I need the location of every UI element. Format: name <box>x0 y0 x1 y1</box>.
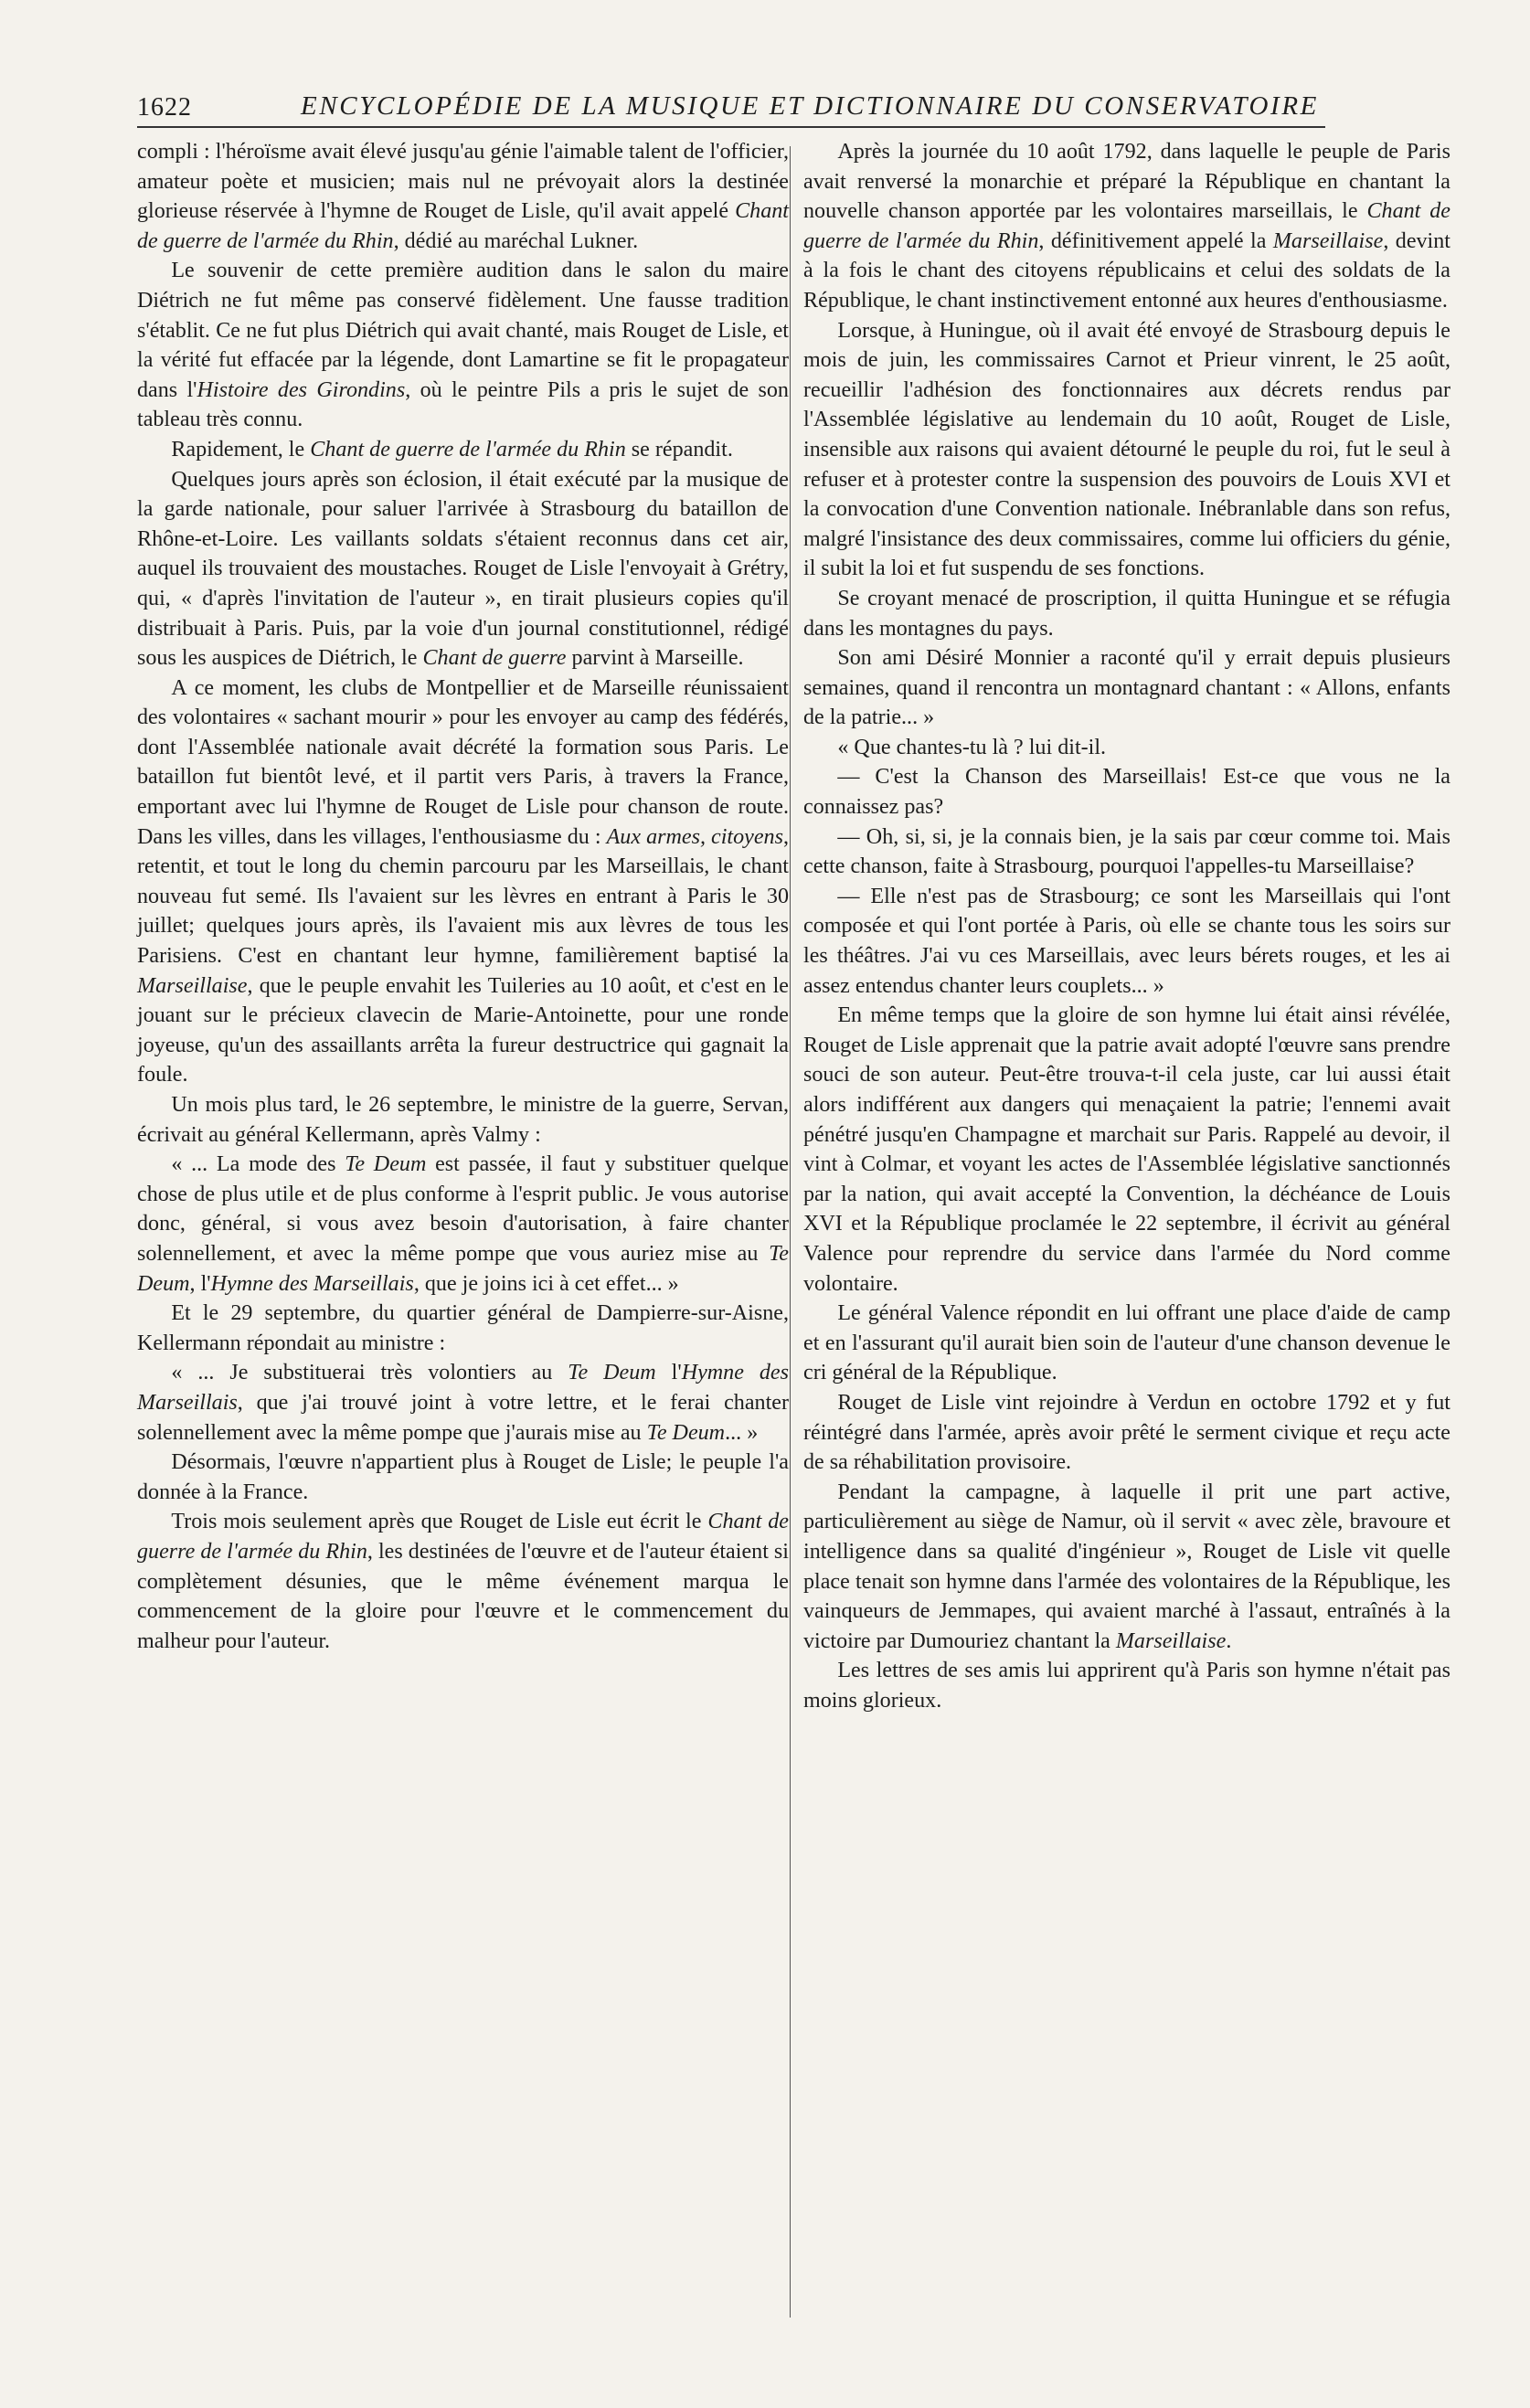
paragraph <box>803 316 1450 584</box>
paragraph-text: , les destinées de l'œuvre et de l'auteur étaient si complètement désunies, que le même événement marqua le commencement de la gloire pour l'œuvre et le commencement du malheur pour l'auteur. <box>137 1539 789 1653</box>
paragraph-text: Le souvenir de cette première audition dans le salon du maire Diétrich ne fut même pas conservé fidèlement. Une fausse tradition s'établit. Ce ne fut plus Diétrich qui avait chanté, mais Rouget de Lisle, et la vérité fut effacée par la légende, dont Lamartine se fit le propagateur dans l' <box>137 259 789 402</box>
paragraph-text: ... » <box>725 1420 759 1445</box>
italic-title: Chant de guerre <box>422 646 567 671</box>
paragraph <box>803 822 1450 882</box>
paragraph-text: Le général Valence répondit en lui offrant une place d'aide de camp et en l'assurant qu'il aurait bien soin de l'auteur d'une chanson devenue le cri général de la République. <box>803 1301 1450 1385</box>
right-text-column <box>803 137 1450 1715</box>
left-text-column <box>137 137 789 1656</box>
paragraph <box>803 762 1450 822</box>
paragraph <box>137 1299 789 1358</box>
paragraph-text: « ... La mode des <box>171 1152 345 1177</box>
paragraph <box>137 137 789 256</box>
italic-title: Marseillaise <box>1115 1628 1227 1653</box>
paragraph <box>803 882 1450 1001</box>
paragraph <box>137 465 789 674</box>
paragraph-text: Pendant la campagne, à laquelle il prit une part active, particulièrement au siège de Namur, où il servit « avec zèle, bravoure et intelligence dans sa qualité d'ingénieur », Rouget de Lisle vit quelle place tenait son hymne dans l'armée des volontaires de la République, les vainqueurs de Jemmapes, qui avaient marché à l'assaut, entraînés à la victoire par Dumouriez chantant la <box>803 1480 1450 1653</box>
paragraph-text: Trois mois seulement après que Rouget de Lisle eut écrit le <box>171 1510 708 1534</box>
italic-title: Chant de guerre de l'armée du Rhin <box>310 437 626 461</box>
paragraph <box>803 733 1450 763</box>
running-title: ENCYCLOPÉDIE DE LA MUSIQUE ET DICTIONNAIRE DU CONSERVATOIRE <box>301 91 1319 121</box>
paragraph-text: Son ami Désiré Monnier a raconté qu'il y errait depuis plusieurs semaines, quand il rencontra un montagnard chantant : « Allons, enfants de la patrie... » <box>803 646 1450 730</box>
paragraph-text: Rapidement, le <box>171 437 311 461</box>
paragraph <box>137 1507 789 1656</box>
paragraph-text: , où le peintre Pils a pris le sujet de son tableau très connu. <box>137 377 789 432</box>
paragraph <box>803 137 1450 316</box>
paragraph-text: , l' <box>189 1271 211 1296</box>
paragraph <box>137 1448 789 1507</box>
paragraph <box>137 1358 789 1448</box>
italic-title: Chant de guerre de l'armée du Rhin <box>137 199 789 253</box>
paragraph <box>137 674 789 1090</box>
paragraph-text: Se croyant menacé de proscription, il quitta Huningue et se réfugia dans les montagnes du pays. <box>803 586 1450 641</box>
italic-title: Aux armes, citoyens <box>606 824 783 849</box>
paragraph-text: se répandit. <box>625 437 733 461</box>
italic-title: Hymne des Marseillais <box>210 1271 414 1296</box>
paragraph-text: Et le 29 septembre, du quartier général de Dampierre-sur-Aisne, Kellermann répondait au ministre : <box>137 1301 789 1355</box>
italic-title: Chant de guerre de l'armée du Rhin <box>137 1510 789 1564</box>
paragraph-text: . <box>1226 1628 1232 1653</box>
italic-title: Histoire des Girondins <box>197 377 406 402</box>
page-header <box>137 90 1325 128</box>
paragraph-text: Désormais, l'œuvre n'appartient plus à Rouget de Lisle; le peuple l'a donnée à la France. <box>137 1450 789 1504</box>
paragraph <box>803 643 1450 733</box>
paragraph-text: , que j'ai trouvé joint à votre lettre, et le ferai chanter solennellement avec la même pompe que j'aurais mise au <box>137 1390 789 1445</box>
paragraph-text: l' <box>655 1361 682 1385</box>
paragraph <box>803 1001 1450 1299</box>
paragraph-text: Après la journée du 10 août 1792, dans laquelle le peuple de Paris avait renversé la monarchie et préparé la République en chantant la nouvelle chanson apportée par les volontaires marseillais, le <box>803 140 1450 224</box>
column-divider <box>790 146 791 2318</box>
paragraph <box>137 435 789 465</box>
paragraph-text: A ce moment, les clubs de Montpellier et de Marseille réunissaient des volontaires « sachant mourir » pour les envoyer au camp des fédérés, dont l'Assemblée nationale avait décrété la formation sous Paris. Le bataillon fut bientôt levé, et il partit vers Paris, à travers la France, emportant avec lui l'hymne de Rouget de Lisle pour chanson de route. Dans les villes, dans les villages, l'enthousiasme du : <box>137 675 789 849</box>
paragraph <box>137 256 789 435</box>
page-number: 1622 <box>137 93 192 122</box>
paragraph <box>803 1478 1450 1657</box>
paragraph <box>137 1090 789 1150</box>
paragraph-text: , retentit, et tout le long du chemin parcouru par les Marseillais, le chant nouveau fut semé. Ils l'avaient sur les lèvres en entrant à Paris le 30 juillet; quelques jours après, ils l'avaient mis aux lèvres de tous les Parisiens. C'est en chantant leur hymne, familièrement baptisé la <box>137 824 789 969</box>
paragraph-text: , que le peuple envahit les Tuileries au 10 août, et c'est en le jouant sur le précieux clavecin de Marie-Antoinette, pour une ronde joyeuse, qu'un des assaillants arrêta la fureur destructrice qui gagnait la foule. <box>137 973 789 1087</box>
paragraph-text: Les lettres de ses amis lui apprirent qu'à Paris son hymne n'était pas moins glorieux. <box>803 1659 1450 1713</box>
italic-title: Marseillaise <box>137 973 248 998</box>
paragraph-text: — Oh, si, si, je la connais bien, je la sais par cœur comme toi. Mais cette chanson, faite à Strasbourg, pourquoi l'appelles-tu Marseillaise? <box>803 824 1450 879</box>
paragraph-text: — Elle n'est pas de Strasbourg; ce sont les Marseillais qui l'ont composée et qui l'ont portée à Paris, où elle se chante tous les soirs sur les théâtres. J'ai vu ces Marseillais, avec leurs bérets rouges, et les ai assez entendus chanter leurs couplets... » <box>803 884 1450 998</box>
paragraph-text: « ... Je substituerai très volontiers au <box>171 1361 568 1385</box>
italic-title: Chant de guerre de l'armée du Rhin <box>803 199 1451 253</box>
paragraph-text: , définitivement appelé la <box>1038 228 1273 253</box>
paragraph-text: — C'est la Chanson des Marseillais! Est-ce que vous ne la connaissez pas? <box>803 765 1450 820</box>
italic-title: Te Deum <box>568 1361 656 1385</box>
paragraph-text: compli : l'héroïsme avait élevé jusqu'au génie l'aimable talent de l'officier, amateur poète et musicien; mais nul ne prévoyait alors la destinée glorieuse réservée à l'hymne de Rouget de Lisle, qu'il avait appelé <box>137 140 789 224</box>
italic-title: Te Deum <box>345 1152 427 1177</box>
paragraph <box>803 1388 1450 1478</box>
italic-title: Te Deum <box>646 1420 726 1445</box>
paragraph-text: Un mois plus tard, le 26 septembre, le ministre de la guerre, Servan, écrivait au général Kellermann, après Valmy : <box>137 1093 789 1147</box>
paragraph-text: , devint à la fois le chant des citoyens républicains et celui des soldats de la République, le chant instinctivement entonné aux heures d'enthousiasme. <box>803 228 1450 313</box>
paragraph-text: En même temps que la gloire de son hymne lui était ainsi révélée, Rouget de Lisle apprenait que la patrie avait adopté l'œuvre sans prendre souci de son auteur. Peut-être trouva-t-il cela juste, car lui aussi était alors indifférent aux dangers qui menaçaient la patrie; l'ennemi avait pénétré jusqu'en Champagne et marchait sur Paris. Rappelé au devoir, il vint à Colmar, et voyant les actes de l'Assemblée législative sanctionnés par la nation, qui avait accepté la Convention, la déchéance de Louis XVI et la République proclamée le 22 septembre, il écrivit au général Valence pour reprendre du service dans l'armée du Nord comme volontaire. <box>803 1003 1450 1296</box>
paragraph-text: , que je joins ici à cet effet... » <box>413 1271 679 1296</box>
italic-title: Marseillaise <box>1272 228 1384 253</box>
paragraph <box>137 1150 789 1299</box>
paragraph-text: Rouget de Lisle vint rejoindre à Verdun en octobre 1792 et y fut réintégré dans l'armée, après avoir prêté le serment civique et reçu acte de sa réhabilitation provisoire. <box>803 1390 1450 1475</box>
paragraph-text: Lorsque, à Huningue, où il avait été envoyé de Strasbourg depuis le mois de juin, les commissaires Carnot et Prieur vinrent, le 25 août, recueillir l'adhésion des fonctionnaires aux décrets rendus par l'Assemblée législative au lendemain du 10 août, Rouget de Lisle, insensible aux raisons qui avaient détourné le peuple du roi, fut le seul à refuser et à protester contre la suspension des pouvoirs de Louis XVI et la convocation d'une Convention nationale. Inébranlable dans son refus, malgré l'insistance des deux commissaires, comme lui officiers du génie, il subit la loi et fut suspendu de ses fonctions. <box>803 318 1450 581</box>
paragraph <box>803 1656 1450 1715</box>
paragraph-text: est passée, il faut y substituer quelque chose de plus utile et de plus conforme à l'esprit public. Je vous autorise donc, général, si vous avez besoin d'autorisation, à faire chanter solennellement, et avec la même pompe que vous auriez mise au <box>137 1152 789 1266</box>
italic-title: Te Deum <box>137 1241 789 1296</box>
paragraph-text: , dédié au maréchal Lukner. <box>393 228 639 253</box>
paragraph-text: Quelques jours après son éclosion, il était exécuté par la musique de la garde nationale, pour saluer l'arrivée à Strasbourg du bataillon de Rhône-et-Loire. Les vaillants soldats s'étaient reconnus dans cet air, auquel ils trouvaient des moustaches. Rouget de Lisle l'envoyait à Grétry, qui, « d'après l'invitation de l'auteur », en tirait plusieurs copies qu'il distribuait à Paris. Puis, par la voie d'un journal constitutionnel, rédigé sous les auspices de Diétrich, le <box>137 467 789 671</box>
italic-title: Hymne des Marseillais <box>137 1361 790 1415</box>
paragraph <box>803 584 1450 643</box>
paragraph-text: parvint à Marseille. <box>566 646 744 671</box>
paragraph <box>803 1299 1450 1388</box>
paragraph-text: « Que chantes-tu là ? lui dit-il. <box>837 735 1107 759</box>
